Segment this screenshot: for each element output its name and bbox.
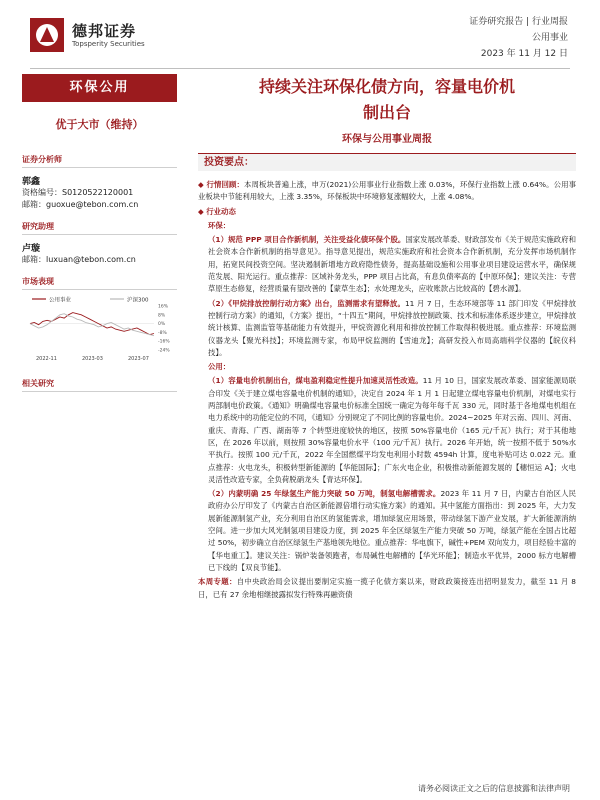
- market-review: ◆ 行情回顾：本周板块普遍上涨，申万(2021)公用事业行业指数上涨 0.03%，环保行业指数上涨 0.64%。公用事业板块中节能利用较大，上涨 3.35%，环保板块中环境修复涨幅较大，上涨 4.08%。: [198, 180, 576, 202]
- util-item-2: （2）内蒙明确 25 年绿氢生产能力突破 50 万吨，制氢电解槽需求。2023 年 11 月 7 日，内蒙古自治区人民政府办公厅印发了《内蒙古自治区新能源倍增行动实施方案》的通知。其中氢能方面指出：到 2025 年，大力发展新能源制氢产业，充分利用自治区的氢能需求，增加绿氢应用场景，带动绿氢下游产业发展，扩大新能源消纳空间。进一步加大风光制氢项目建设力度，到 2025 年全区绿氢生产能力突破 50 万吨，绿氢产能在全国占比超过 50%，初步确立自治区绿氢生产基地领先地位。重点推荐：华电旗下，碱性+PEM 双向发力，项目经验丰富的【华电重工】。建议关注：锅炉装备领跑者，布局碱性电解槽的【华光环能】；制造水平优异，2000 标方电解槽已下线的【双良节能】。: [208, 489, 577, 572]
- y-tick-label: -8%: [158, 330, 167, 336]
- series-line: [30, 314, 154, 336]
- company-name-en: Topsperity Securities: [72, 40, 145, 48]
- y-tick-label: 16%: [158, 304, 169, 310]
- analyst-email[interactable]: 邮箱：guoxue@tebon.com.cn: [22, 200, 139, 209]
- sidebar: [22, 74, 177, 392]
- company-name: 德邦证券: [72, 22, 137, 40]
- report-body: [198, 179, 576, 601]
- report-subtitle: 环保与公用事业周报: [342, 134, 432, 145]
- market-chart-svg: [22, 294, 177, 364]
- report-type: 证券研究报告 | 行业周报: [469, 17, 568, 27]
- env-label: 环保：: [208, 220, 231, 230]
- analyst-section-title: 证券分析师: [22, 154, 177, 168]
- x-tick-label: 2023-03: [82, 356, 103, 362]
- analyst-name: 郭鑫: [22, 177, 41, 187]
- y-tick-label: -24%: [158, 348, 170, 354]
- report-date: 2023 年 11 月 12 日: [480, 49, 568, 59]
- x-tick-label: 2023-07: [128, 356, 149, 362]
- invest-points-heading: 投资要点：: [198, 153, 576, 171]
- assistant-email[interactable]: 邮箱：luxuan@tebon.com.cn: [22, 255, 136, 264]
- analyst-cert: 资格编号：S0120522120001: [22, 188, 134, 197]
- industry-dynamics-heading: ◆ 行业动态: [198, 206, 236, 216]
- rating: 优于大市（维持）: [55, 118, 144, 131]
- assistant-section-title: 研究助理: [22, 221, 177, 235]
- y-tick-label: 8%: [158, 313, 166, 319]
- legend-label: 公用事业: [49, 297, 72, 304]
- env-item-2: （2）《甲烷排放控制行动方案》出台，监测需求有望释放。11 月 7 日，生态环境部等 11 部门印发《甲烷排放控制行动方案》的通知，《方案》提出，“十四五”期间，甲烷排放控制政策、技术和标准体系逐步建立，甲烷排放统计核算、监测监管等基础能力有效提升，甲烷资源化利用和排放控制工作取得积极进展。重点推荐：环境监测仪器龙头【聚光科技】；环境监测专家，布局甲烷监测的【雪迪龙】；高研发投入布局高端科学仪器的【皖仪科技】。: [208, 298, 576, 357]
- main-content: [198, 74, 576, 603]
- x-tick-label: 2022-11: [36, 356, 57, 362]
- legend-label: 沪深300: [127, 297, 149, 304]
- footer-disclaimer: 请务必阅读正文之后的信息披露和法律声明: [418, 784, 570, 793]
- assistant-name: 卢璇: [22, 244, 41, 254]
- report-industry: 公用事业: [531, 33, 568, 43]
- sector-label: 环保公用: [22, 74, 177, 102]
- title-line-2: 制出台: [362, 103, 411, 122]
- report-meta: [469, 14, 568, 62]
- env-item-1: （1）规范 PPP 项目合作新机制，关注受益化债环保个股。国家发展改革委、财政部发布《关于规范实施政府和社会资本合作新机制的指导意见》。指导意见提出，规范实施政府和社会资本合作新机制，充分发挥市场机制作用，拓宽民间投资空间。坚决遏制新增地方政府隐性债务，提高基础设施和公用事业项目建设运营水平，确保规范发展、阳光运行。重点推荐：区域补务龙头，PPP 项目占比高，有息负债率高的【中原环保】；建议关注：专营草原生态修复，经营质量有望改善的【蒙草生态】；水处理龙头，应收账款占比较高的【碧水源】。: [208, 235, 576, 294]
- related-section-title: 相关研究: [22, 378, 177, 392]
- market-chart: [22, 294, 177, 364]
- market-section-title: 市场表现: [22, 276, 177, 290]
- bullet-icon: ◆: [198, 180, 207, 189]
- header-divider: [30, 68, 570, 69]
- y-tick-label: -16%: [158, 339, 170, 345]
- y-tick-label: 0%: [158, 322, 166, 328]
- title-line-1: 持续关注环保化债方向，容量电价机: [258, 77, 515, 96]
- report-title: [198, 74, 576, 126]
- util-label: 公用：: [208, 362, 231, 372]
- company-logo-icon: [30, 18, 64, 52]
- report-header: [0, 0, 600, 70]
- util-item-1: （1）容量电价机制出台，煤电盈利稳定性提升加速灵活性改造。11 月 10 日，国家发展改革委、国家能源局联合印发《关于建立煤电容量电价机制的通知》，决定自 2024 年 1 月 1 日起建立煤电容量电价机制，对煤电实行两部制电价政策。《通知》明确煤电容量电价标准全国统一确定为每年每千瓦 330 元，同时基于各地煤电机组在电力系统中的功能定位的不同，《通知》分别规定了不同比例的容量电价。2024~2025 年对云南、四川、河南、重庆、青海、广西、湖南等 7 个转型进度较快的地区，按照 50%容量电价（165 元/千瓦）执行；对于其他地区，在 2026 年以前，则按照 30%容量电价水平（100 元/千瓦）执行。2026 年开始，统一按照不低于 50%水平执行。按照 100 元/千瓦，2022 年全国燃煤平均发电利用小时数 4594h 计算，度电补贴可达 0.022 元。重点推荐：火电龙头，积极转型新能源的【华能国际】；广东火电企业，积极推动新能源发展的【穗恒运 A】；火电灵活性改造专家，全负荷脱硝龙头【青达环保】。: [208, 376, 576, 484]
- bullet-icon: ◆: [198, 206, 207, 216]
- weekly-topic: 本周专题：自中央政治局会议提出要制定实施一揽子化债方案以来，财政政策接连出招明显发力，截至 11 月 8 日，已有 27 余地相继披露拟发行特殊再融资债: [198, 577, 576, 599]
